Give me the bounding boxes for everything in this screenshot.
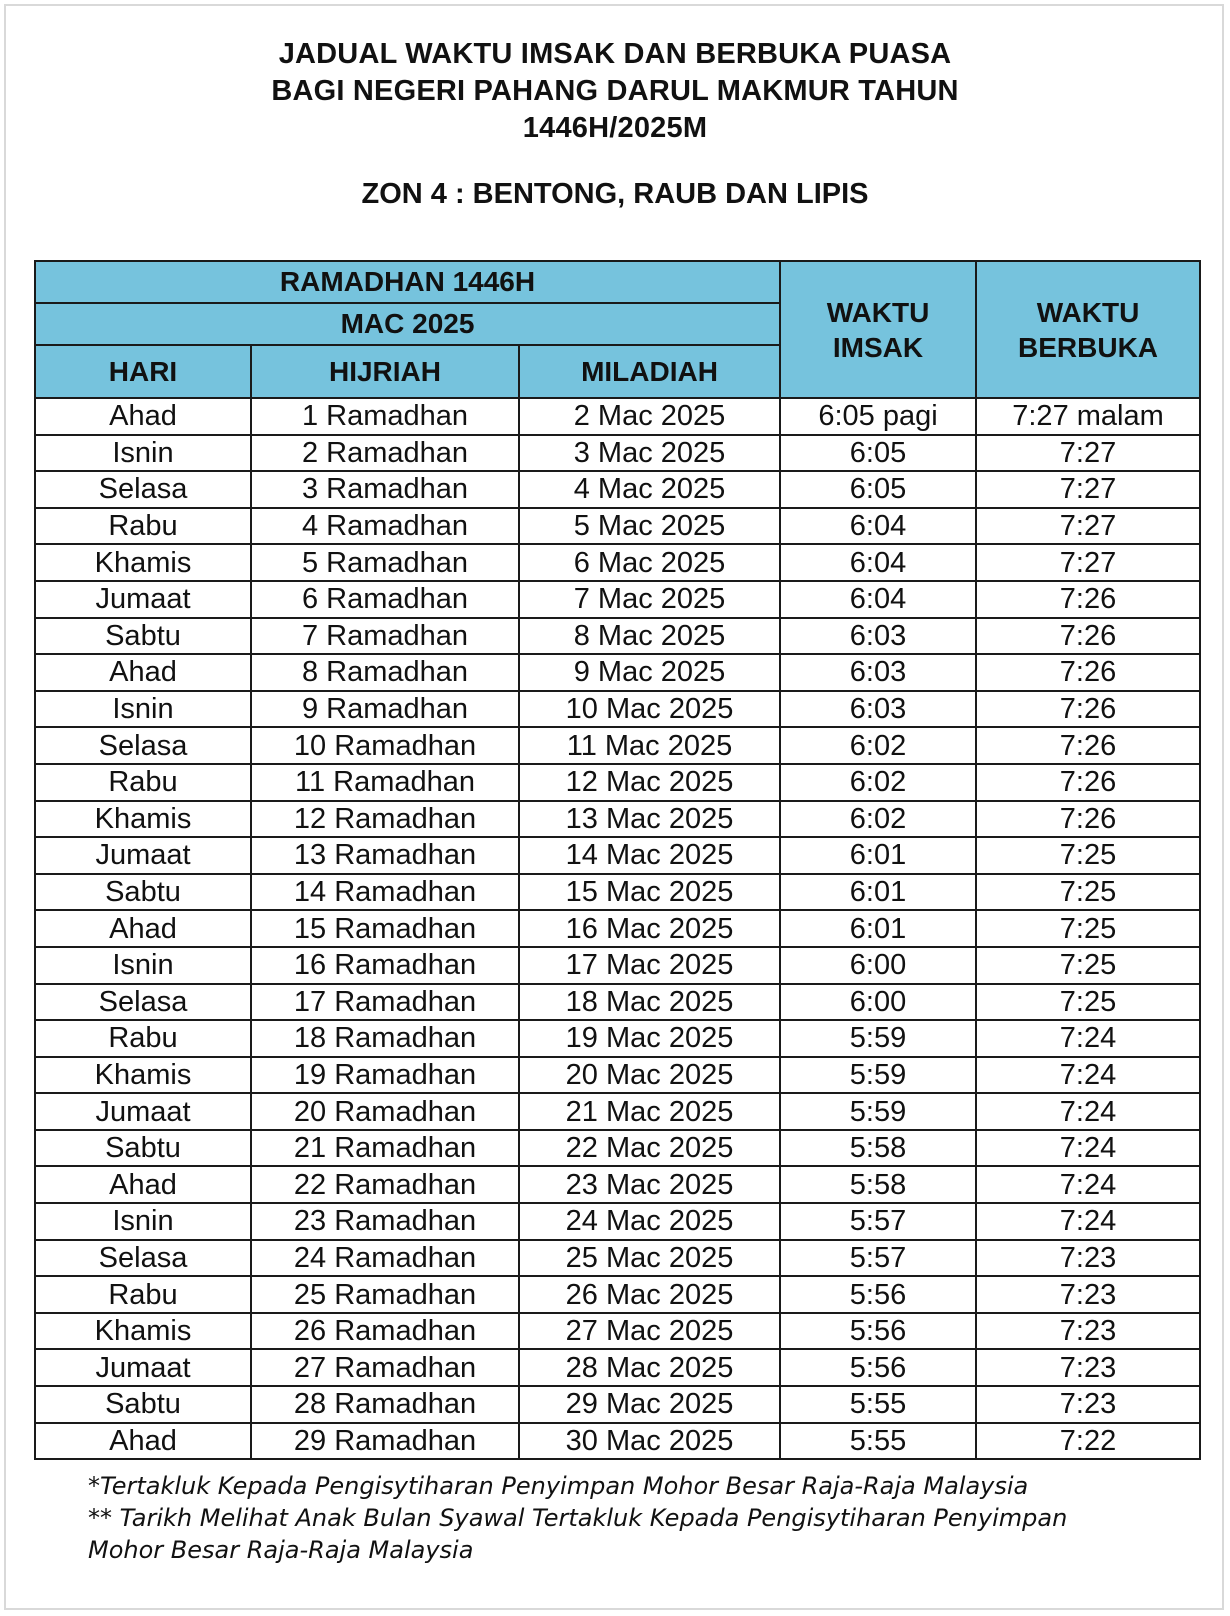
table-row: [35, 837, 1200, 874]
cell-hari: Rabu: [35, 764, 251, 801]
cell-waktu-imsak: 6:05: [780, 471, 976, 508]
schedule-table-head: [35, 261, 1200, 398]
cell-hari: Sabtu: [35, 618, 251, 655]
cell-miladiah: 20 Mac 2025: [519, 1057, 780, 1094]
cell-waktu-imsak: 6:00: [780, 984, 976, 1021]
cell-hijriah: 8 Ramadhan: [251, 654, 519, 691]
page-title-line-1: JADUAL WAKTU IMSAK DAN BERBUKA PUASA: [278, 38, 952, 70]
cell-waktu-berbuka: 7:24: [976, 1130, 1200, 1167]
footnote-1: *Tertakluk Kepada Pengisytiharan Penyimpan Mohor Besar Raja-Raja Malaysia: [88, 1472, 1029, 1500]
cell-miladiah: 11 Mac 2025: [519, 727, 780, 764]
column-header-miladiah: MILADIAH: [519, 345, 780, 398]
cell-waktu-imsak: 6:02: [780, 727, 976, 764]
header-ramadhan: RAMADHAN 1446H: [35, 261, 780, 303]
cell-waktu-imsak: 5:56: [780, 1313, 976, 1350]
cell-miladiah: 25 Mac 2025: [519, 1240, 780, 1277]
table-row: [35, 1166, 1200, 1203]
cell-miladiah: 26 Mac 2025: [519, 1276, 780, 1313]
cell-waktu-imsak: 6:05: [780, 435, 976, 472]
cell-hijriah: 24 Ramadhan: [251, 1240, 519, 1277]
cell-waktu-berbuka: 7:27: [976, 544, 1200, 581]
cell-hari: Sabtu: [35, 1386, 251, 1423]
cell-waktu-imsak: 5:56: [780, 1276, 976, 1313]
cell-hari: Khamis: [35, 1313, 251, 1350]
cell-miladiah: 3 Mac 2025: [519, 435, 780, 472]
cell-hari: Ahad: [35, 1423, 251, 1460]
cell-miladiah: 10 Mac 2025: [519, 691, 780, 728]
cell-hijriah: 25 Ramadhan: [251, 1276, 519, 1313]
cell-waktu-imsak: 6:05 pagi: [780, 398, 976, 435]
table-row: [35, 910, 1200, 947]
footnote-2: ** Tarikh Melihat Anak Bulan Syawal Tertakluk Kepada Pengisytiharan Penyimpan: [88, 1504, 1068, 1532]
cell-hari: Isnin: [35, 435, 251, 472]
cell-miladiah: 27 Mac 2025: [519, 1313, 780, 1350]
table-row: [35, 1020, 1200, 1057]
cell-hari: Rabu: [35, 508, 251, 545]
cell-waktu-berbuka: 7:25: [976, 874, 1200, 911]
cell-hari: Khamis: [35, 801, 251, 838]
cell-waktu-imsak: 5:59: [780, 1093, 976, 1130]
cell-miladiah: 12 Mac 2025: [519, 764, 780, 801]
header-waktu-berbuka: WAKTU BERBUKA: [976, 261, 1200, 398]
cell-miladiah: 16 Mac 2025: [519, 910, 780, 947]
cell-waktu-imsak: 5:55: [780, 1386, 976, 1423]
header-waktu-imsak: WAKTU IMSAK: [780, 261, 976, 398]
footnotes: [88, 1470, 1188, 1566]
cell-miladiah: 28 Mac 2025: [519, 1349, 780, 1386]
cell-hijriah: 20 Ramadhan: [251, 1093, 519, 1130]
cell-waktu-berbuka: 7:23: [976, 1386, 1200, 1423]
cell-hari: Isnin: [35, 1203, 251, 1240]
cell-waktu-berbuka: 7:27: [976, 471, 1200, 508]
cell-hari: Selasa: [35, 727, 251, 764]
cell-hijriah: 28 Ramadhan: [251, 1386, 519, 1423]
table-row: [35, 508, 1200, 545]
cell-miladiah: 9 Mac 2025: [519, 654, 780, 691]
cell-hari: Jumaat: [35, 581, 251, 618]
cell-miladiah: 21 Mac 2025: [519, 1093, 780, 1130]
table-row: [35, 801, 1200, 838]
cell-waktu-imsak: 6:02: [780, 764, 976, 801]
cell-waktu-berbuka: 7:23: [976, 1240, 1200, 1277]
cell-waktu-berbuka: 7:24: [976, 1203, 1200, 1240]
cell-waktu-berbuka: 7:26: [976, 581, 1200, 618]
cell-miladiah: 7 Mac 2025: [519, 581, 780, 618]
cell-waktu-imsak: 5:56: [780, 1349, 976, 1386]
cell-hari: Isnin: [35, 691, 251, 728]
cell-waktu-imsak: 5:55: [780, 1423, 976, 1460]
cell-waktu-berbuka: 7:24: [976, 1057, 1200, 1094]
cell-hari: Ahad: [35, 398, 251, 435]
cell-hari: Ahad: [35, 654, 251, 691]
cell-miladiah: 14 Mac 2025: [519, 837, 780, 874]
column-header-hari: HARI: [35, 345, 251, 398]
cell-waktu-imsak: 6:01: [780, 837, 976, 874]
table-row: [35, 618, 1200, 655]
cell-miladiah: 23 Mac 2025: [519, 1166, 780, 1203]
table-row: [35, 471, 1200, 508]
cell-waktu-berbuka: 7:26: [976, 691, 1200, 728]
table-row: [35, 654, 1200, 691]
cell-hari: Sabtu: [35, 874, 251, 911]
cell-waktu-imsak: 5:58: [780, 1166, 976, 1203]
cell-waktu-berbuka: 7:23: [976, 1276, 1200, 1313]
cell-waktu-imsak: 6:03: [780, 618, 976, 655]
cell-waktu-berbuka: 7:24: [976, 1020, 1200, 1057]
schedule-table: [34, 260, 1201, 1460]
cell-waktu-berbuka: 7:25: [976, 984, 1200, 1021]
cell-waktu-berbuka: 7:27: [976, 435, 1200, 472]
cell-waktu-berbuka: 7:27: [976, 508, 1200, 545]
table-row: [35, 874, 1200, 911]
cell-miladiah: 6 Mac 2025: [519, 544, 780, 581]
cell-hijriah: 6 Ramadhan: [251, 581, 519, 618]
cell-miladiah: 4 Mac 2025: [519, 471, 780, 508]
cell-waktu-berbuka: 7:27 malam: [976, 398, 1200, 435]
cell-waktu-imsak: 5:57: [780, 1203, 976, 1240]
page-title-line-3: 1446H/2025M: [522, 112, 708, 144]
cell-waktu-berbuka: 7:25: [976, 837, 1200, 874]
table-row: [35, 691, 1200, 728]
cell-miladiah: 5 Mac 2025: [519, 508, 780, 545]
cell-waktu-imsak: 6:01: [780, 874, 976, 911]
cell-hijriah: 26 Ramadhan: [251, 1313, 519, 1350]
cell-miladiah: 22 Mac 2025: [519, 1130, 780, 1167]
cell-waktu-berbuka: 7:25: [976, 910, 1200, 947]
header-month: MAC 2025: [35, 303, 780, 345]
cell-hijriah: 5 Ramadhan: [251, 544, 519, 581]
cell-hijriah: 10 Ramadhan: [251, 727, 519, 764]
cell-hijriah: 1 Ramadhan: [251, 398, 519, 435]
page-title-line-2: BAGI NEGERI PAHANG DARUL MAKMUR TAHUN: [271, 75, 959, 107]
table-row: [35, 544, 1200, 581]
cell-waktu-imsak: 6:04: [780, 544, 976, 581]
cell-waktu-berbuka: 7:26: [976, 727, 1200, 764]
table-row: [35, 1203, 1200, 1240]
cell-waktu-berbuka: 7:22: [976, 1423, 1200, 1460]
cell-waktu-berbuka: 7:24: [976, 1093, 1200, 1130]
column-header-hijriah: HIJRIAH: [251, 345, 519, 398]
cell-waktu-imsak: 5:57: [780, 1240, 976, 1277]
table-row: [35, 1240, 1200, 1277]
cell-miladiah: 15 Mac 2025: [519, 874, 780, 911]
cell-waktu-imsak: 5:59: [780, 1020, 976, 1057]
cell-hijriah: 29 Ramadhan: [251, 1423, 519, 1460]
cell-hijriah: 19 Ramadhan: [251, 1057, 519, 1094]
cell-waktu-imsak: 6:03: [780, 654, 976, 691]
table-row: [35, 1423, 1200, 1460]
cell-waktu-berbuka: 7:23: [976, 1313, 1200, 1350]
cell-waktu-berbuka: 7:24: [976, 1166, 1200, 1203]
cell-miladiah: 2 Mac 2025: [519, 398, 780, 435]
cell-waktu-imsak: 5:59: [780, 1057, 976, 1094]
cell-miladiah: 8 Mac 2025: [519, 618, 780, 655]
cell-hari: Selasa: [35, 471, 251, 508]
cell-hijriah: 18 Ramadhan: [251, 1020, 519, 1057]
zone-title: ZON 4 : BENTONG, RAUB DAN LIPIS: [361, 178, 869, 210]
cell-hari: Jumaat: [35, 837, 251, 874]
cell-waktu-berbuka: 7:25: [976, 947, 1200, 984]
cell-miladiah: 19 Mac 2025: [519, 1020, 780, 1057]
cell-hijriah: 23 Ramadhan: [251, 1203, 519, 1240]
cell-hari: Rabu: [35, 1020, 251, 1057]
table-row: [35, 581, 1200, 618]
cell-hari: Khamis: [35, 544, 251, 581]
cell-hijriah: 21 Ramadhan: [251, 1130, 519, 1167]
table-row: [35, 398, 1200, 435]
cell-waktu-imsak: 6:02: [780, 801, 976, 838]
table-row: [35, 1057, 1200, 1094]
cell-miladiah: 29 Mac 2025: [519, 1386, 780, 1423]
cell-waktu-berbuka: 7:26: [976, 654, 1200, 691]
cell-waktu-berbuka: 7:23: [976, 1349, 1200, 1386]
cell-hari: Khamis: [35, 1057, 251, 1094]
table-row: [35, 1130, 1200, 1167]
cell-miladiah: 13 Mac 2025: [519, 801, 780, 838]
cell-waktu-imsak: 6:04: [780, 508, 976, 545]
table-row: [35, 1093, 1200, 1130]
cell-hari: Ahad: [35, 1166, 251, 1203]
cell-waktu-imsak: 5:58: [780, 1130, 976, 1167]
cell-hari: Sabtu: [35, 1130, 251, 1167]
cell-hijriah: 27 Ramadhan: [251, 1349, 519, 1386]
cell-hijriah: 3 Ramadhan: [251, 471, 519, 508]
cell-hijriah: 14 Ramadhan: [251, 874, 519, 911]
cell-miladiah: 24 Mac 2025: [519, 1203, 780, 1240]
cell-hijriah: 15 Ramadhan: [251, 910, 519, 947]
cell-hari: Jumaat: [35, 1349, 251, 1386]
cell-miladiah: 30 Mac 2025: [519, 1423, 780, 1460]
cell-waktu-berbuka: 7:26: [976, 801, 1200, 838]
cell-hijriah: 2 Ramadhan: [251, 435, 519, 472]
table-row: [35, 1386, 1200, 1423]
cell-hijriah: 17 Ramadhan: [251, 984, 519, 1021]
table-row: [35, 1349, 1200, 1386]
cell-waktu-imsak: 6:03: [780, 691, 976, 728]
cell-waktu-berbuka: 7:26: [976, 764, 1200, 801]
cell-waktu-imsak: 6:01: [780, 910, 976, 947]
cell-miladiah: 18 Mac 2025: [519, 984, 780, 1021]
table-row: [35, 764, 1200, 801]
schedule-table-body: [35, 398, 1200, 1459]
cell-hijriah: 16 Ramadhan: [251, 947, 519, 984]
table-row: [35, 727, 1200, 764]
cell-hari: Jumaat: [35, 1093, 251, 1130]
table-row: [35, 1313, 1200, 1350]
cell-miladiah: 17 Mac 2025: [519, 947, 780, 984]
table-row: [35, 435, 1200, 472]
table-row: [35, 1276, 1200, 1313]
cell-hari: Selasa: [35, 984, 251, 1021]
cell-hijriah: 13 Ramadhan: [251, 837, 519, 874]
cell-hijriah: 9 Ramadhan: [251, 691, 519, 728]
footnote-2-continued: Mohor Besar Raja-Raja Malaysia: [88, 1536, 474, 1564]
table-row: [35, 947, 1200, 984]
cell-hari: Isnin: [35, 947, 251, 984]
cell-hari: Ahad: [35, 910, 251, 947]
cell-hijriah: 11 Ramadhan: [251, 764, 519, 801]
cell-waktu-berbuka: 7:26: [976, 618, 1200, 655]
cell-hijriah: 22 Ramadhan: [251, 1166, 519, 1203]
cell-hari: Rabu: [35, 1276, 251, 1313]
cell-hari: Selasa: [35, 1240, 251, 1277]
cell-hijriah: 12 Ramadhan: [251, 801, 519, 838]
table-row: [35, 984, 1200, 1021]
cell-hijriah: 7 Ramadhan: [251, 618, 519, 655]
cell-waktu-imsak: 6:00: [780, 947, 976, 984]
cell-waktu-imsak: 6:04: [780, 581, 976, 618]
cell-hijriah: 4 Ramadhan: [251, 508, 519, 545]
